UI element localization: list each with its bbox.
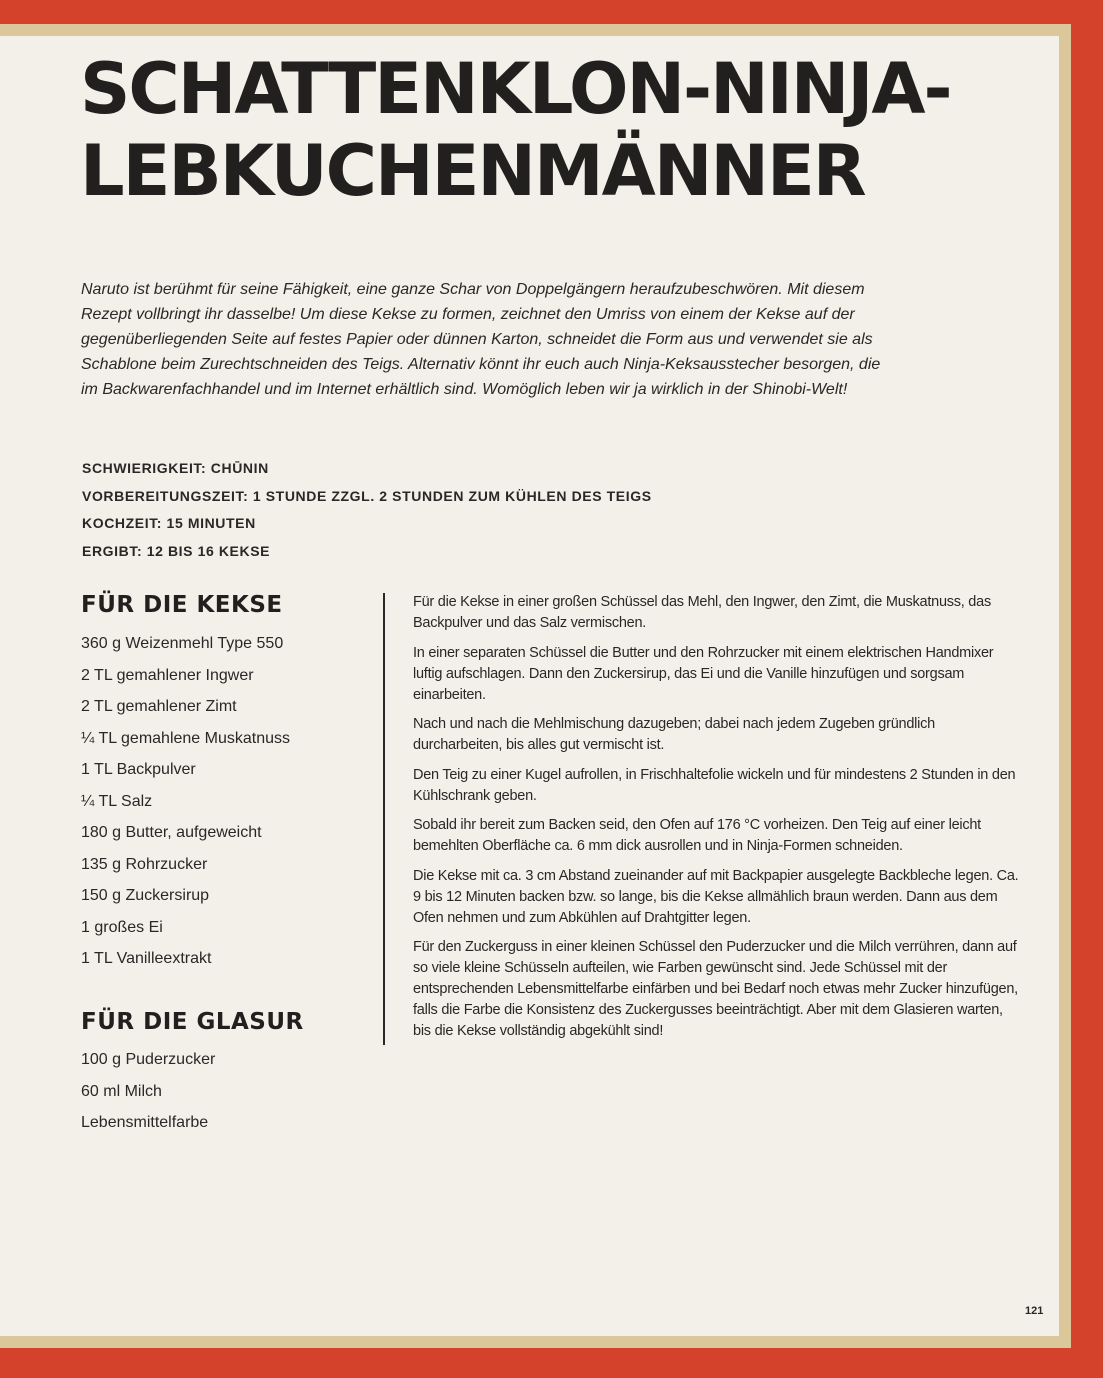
column-divider — [383, 593, 385, 1045]
ingredient-item: 1 TL Vanilleextrakt — [81, 950, 212, 967]
step-paragraph: Nach und nach die Mehlmischung dazugeben; dabei nach jedem Zugeben gründlich durcharbeiten, bis alles gut vermischt ist. — [413, 716, 935, 753]
ingredient-item: 360 g Weizenmehl Type 550 — [81, 635, 284, 652]
meta-difficulty: SCHWIERIGKEIT: CHŪNIN — [82, 460, 269, 476]
page-number: 121 — [1025, 1305, 1044, 1317]
ingredient-item: 135 g Rohrzucker — [81, 855, 208, 873]
glaze-ingredient-list — [81, 1044, 371, 1139]
ingredient-item: ¼ TL gemahlene Muskatnuss — [81, 729, 291, 747]
ingredient-item: 1 TL Backpulver — [81, 761, 196, 778]
ingredient-item: Lebensmittelfarbe — [81, 1114, 209, 1131]
recipe-title-line-1: SCHATTENKLON-NINJA- — [80, 48, 951, 130]
recipe-steps — [413, 592, 1023, 1051]
meta-yield: ERGIBT: 12 BIS 16 KEKSE — [82, 543, 271, 560]
ingredient-item: 100 g Puderzucker — [81, 1051, 216, 1068]
cookies-heading: FÜR DIE KEKSE — [81, 592, 283, 618]
ingredient-item: ¼ TL Salz — [81, 792, 153, 810]
ingredient-item: 150 g Zuckersirup — [81, 887, 210, 904]
step-paragraph: Den Teig zu einer Kugel aufrollen, in Frischhaltefolie wickeln und für mindestens 2 Stunden in den Kühlschrank geben. — [413, 766, 1016, 804]
recipe-meta — [82, 455, 702, 566]
step-paragraph: In einer separaten Schüssel die Butter und den Rohrzucker mit einem elektrischen Handmixer luftig aufschlagen. Dann den Zuckersirup, das Ei und die Vanille hinzufügen und sorgsam einarbeiten. — [413, 644, 994, 703]
recipe-intro: Naruto ist berühmt für seine Fähigkeit, eine ganze Schar von Doppelgängern heraufzubeschwören. Mit diesem Rezept vollbringt ihr dasselbe! Um diese Kekse zu formen, zeichnet den Umriss von einem der Kekse auf der gegenüberliegenden Seite auf festes Papier oder dünnen Karton, schneidet die Form aus und verwendet sie als Schablone beim Zurechtschneiden des Teigs. Alternativ könnt ihr euch auch Ninja-Keksausstecher besorgen, die im Backwarenfachhandel und im Internet erhältlich sind. Womöglich leben wir ja wirklich in der Shinobi-Welt! — [81, 281, 881, 398]
step-paragraph: Für die Kekse in einer großen Schüssel das Mehl, den Ingwer, den Zimt, die Muskatnuss, das Backpulver und das Salz vermischen. — [413, 594, 991, 631]
step-paragraph: Sobald ihr bereit zum Backen seid, den Ofen auf 176 °C vorheizen. Den Teig auf einer leicht bemehlten Oberfläche ca. 6 mm dick ausrollen und in Ninja-Formen schneiden. — [413, 817, 981, 854]
ingredient-item: 1 großes Ei — [81, 918, 163, 936]
meta-prep-time: VORBEREITUNGSZEIT: 1 STUNDE ZZGL. 2 STUNDEN ZUM KÜHLEN DES TEIGS — [82, 487, 652, 504]
ingredient-item: 60 ml Milch — [81, 1082, 162, 1100]
ingredient-item: 2 TL gemahlener Zimt — [81, 698, 237, 715]
meta-cook-time: KOCHZEIT: 15 MINUTEN — [82, 515, 256, 532]
ingredient-item: 180 g Butter, aufgeweicht — [81, 824, 262, 841]
glaze-heading: FÜR DIE GLASUR — [81, 1009, 304, 1035]
cookies-ingredient-list — [81, 628, 371, 975]
ingredient-item: 2 TL gemahlener Ingwer — [81, 666, 254, 684]
step-paragraph: Die Kekse mit ca. 3 cm Abstand zueinander auf mit Backpapier ausgelegte Backbleche legen. Ca. 9 bis 12 Minuten backen bzw. so lange, bis die Kekse allmählich braun werden. Dann aus dem Ofen nehmen und zum Abkühlen auf Drahtgitter legen. — [413, 867, 1019, 926]
recipe-title-line-2: LEBKUCHENMÄNNER — [80, 130, 865, 212]
recipe-title — [80, 48, 980, 212]
step-paragraph: Für den Zuckerguss in einer kleinen Schüssel den Puderzucker und die Milch verrühren, dann auf so viele kleine Schüsseln aufteilen, wie Farben gewünscht sind. Jede Schüssel mit der entsprechenden Lebensmittelfarbe einfärben und bei Bedarf noch etwas mehr Zucker hinzufügen, falls die Farbe die Konsistenz des Zuckergusses beeinträchtigt. Aber mit dem Glasieren warten, bis die Kekse vollständig abgekühlt sind! — [413, 939, 1018, 1039]
